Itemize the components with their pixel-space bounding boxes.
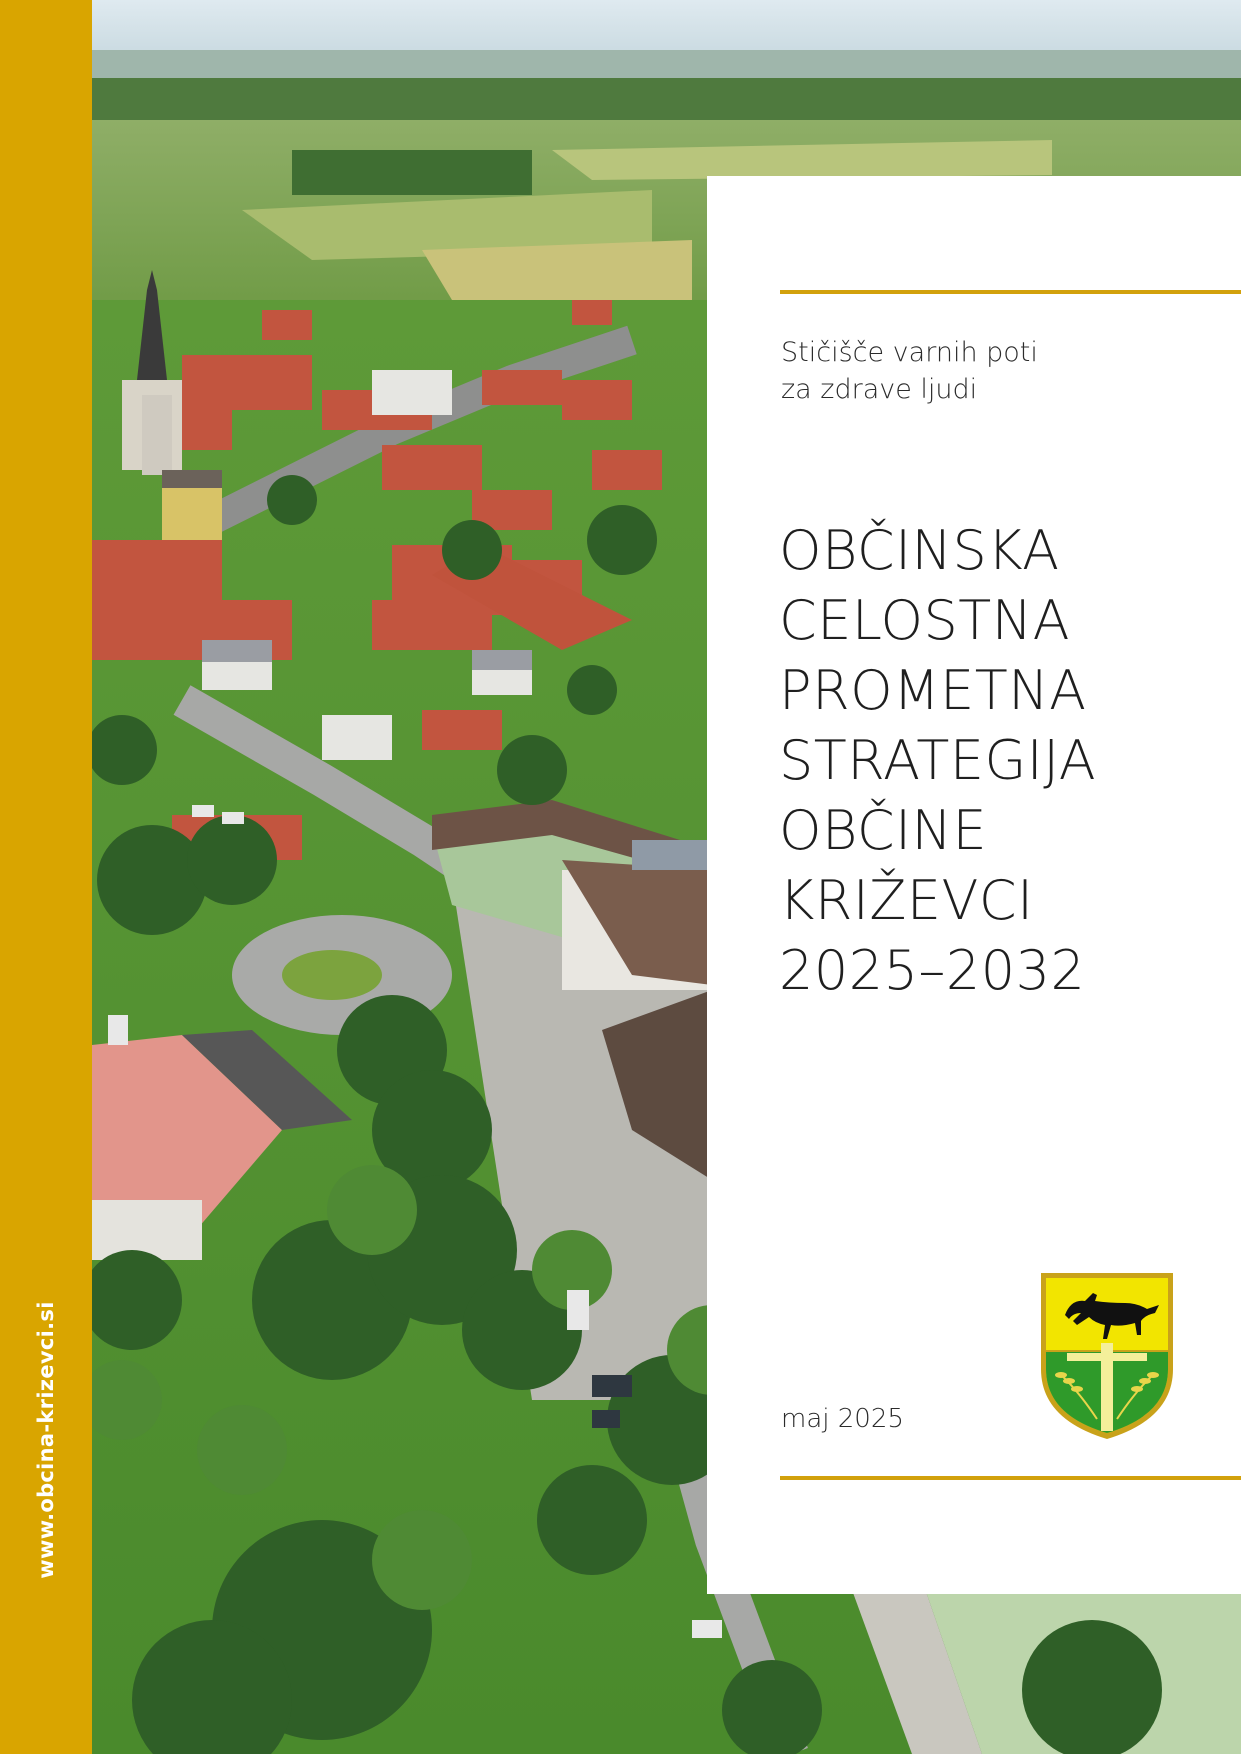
- top-gold-divider: [780, 290, 1241, 294]
- bottom-gold-divider: [780, 1476, 1241, 1480]
- website-url[interactable]: www.obcina-krizevci.si: [34, 1301, 58, 1579]
- title-line: STRATEGIJA: [779, 729, 1097, 792]
- title-line: PROMETNA: [779, 659, 1087, 722]
- title-line: OBČINE: [779, 799, 988, 862]
- publication-date: maj 2025: [781, 1404, 904, 1434]
- subtitle: [781, 334, 1211, 408]
- title-line: OBČINSKA: [779, 519, 1060, 582]
- title-panel: [707, 176, 1241, 1594]
- gold-side-strip: [0, 0, 92, 1754]
- subtitle-line: za zdrave ljudi: [781, 374, 978, 405]
- coat-of-arms-icon: [1037, 1269, 1177, 1443]
- title-line: 2025–2032: [779, 939, 1086, 1002]
- title-line: CELOSTNA: [779, 589, 1071, 652]
- document-title: [779, 516, 1229, 1006]
- title-line: KRIŽEVCI: [779, 869, 1034, 932]
- subtitle-line: Stičišče varnih poti: [781, 337, 1038, 368]
